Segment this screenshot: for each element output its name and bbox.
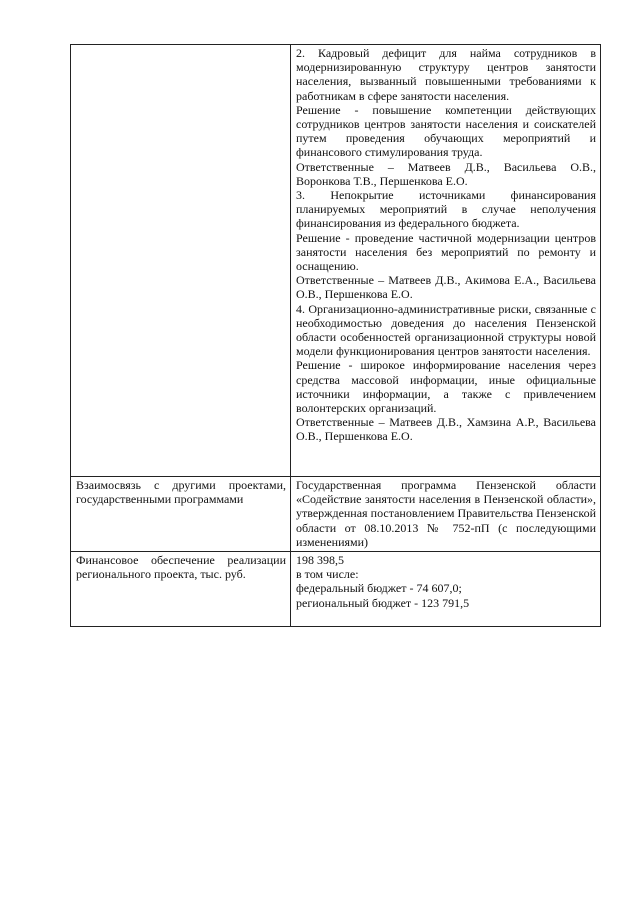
risk-4-responsible: Ответственные – Матвеев Д.В., Хамзина А.Р., Васильева О.В., Першенкова Е.О. xyxy=(296,415,596,444)
risks-content-cell xyxy=(291,45,601,477)
risk-2-description: 2. Кадровый дефицит для найма сотрудников в модернизированную структуру центров занятости населения, вызванный повышенными требованиями к работникам в сфере занятости населения. xyxy=(296,46,596,103)
related-programs-label: Взаимосвязь с другими проектами, государственными программами xyxy=(71,477,291,552)
risk-2-responsible: Ответственные – Матвеев Д.В., Васильева О.В., Воронкова Т.В., Першенкова Е.О. xyxy=(296,159,596,188)
table-row-financing xyxy=(71,552,601,627)
risk-4-description: 4. Организационно-административные риски, связанные с необходимостью доведения до населения Пензенской области особенностей организационной структуры новой модели функционирования центров занятости населения. xyxy=(296,301,596,359)
table-row-risks xyxy=(71,45,601,477)
related-programs-value: Государственная программа Пензенской области «Содействие занятости населения в Пензенской области», утвержденная постановлением Правительства Пензенской области от 08.10.2013 № 752-пП (с последующими изменениями) xyxy=(291,477,601,552)
passport-table-container xyxy=(70,44,600,627)
risk-3-description: 3. Непокрытие источниками финансирования планируемых мероприятий в случае неполучения финансирования из федерального бюджета. xyxy=(296,188,596,231)
financing-federal: федеральный бюджет - 74 607,0; xyxy=(296,581,462,596)
passport-table xyxy=(70,44,601,627)
risk-3-responsible: Ответственные – Матвеев Д.В., Акимова Е.А., Васильева О.В., Першенкова Е.О. xyxy=(296,273,596,302)
risks-label-cell xyxy=(71,45,291,477)
financing-regional: региональный бюджет - 123 791,5 xyxy=(296,595,470,610)
risk-2-solution: Решение - повышение компетенции действующих сотрудников центров занятости населения и соискателей путем проведения обучающих мероприятий и финансового стимулирования труда. xyxy=(296,102,596,160)
financing-including-label: в том числе: xyxy=(296,567,359,582)
financing-value-cell xyxy=(291,552,601,627)
risk-3-solution: Решение - проведение частичной модернизации центров занятости населения без мероприятий по ремонту и оснащению. xyxy=(296,230,596,274)
financing-label: Финансовое обеспечение реализации регионального проекта, тыс. руб. xyxy=(71,552,291,627)
financing-total: 198 398,5 xyxy=(296,553,344,568)
risk-4-solution: Решение - широкое информирование населения через средства массовой информации, иные официальные источники информации, а также с привлечением волонтерских организаций. xyxy=(296,358,596,416)
table-row-related-programs xyxy=(71,477,601,552)
